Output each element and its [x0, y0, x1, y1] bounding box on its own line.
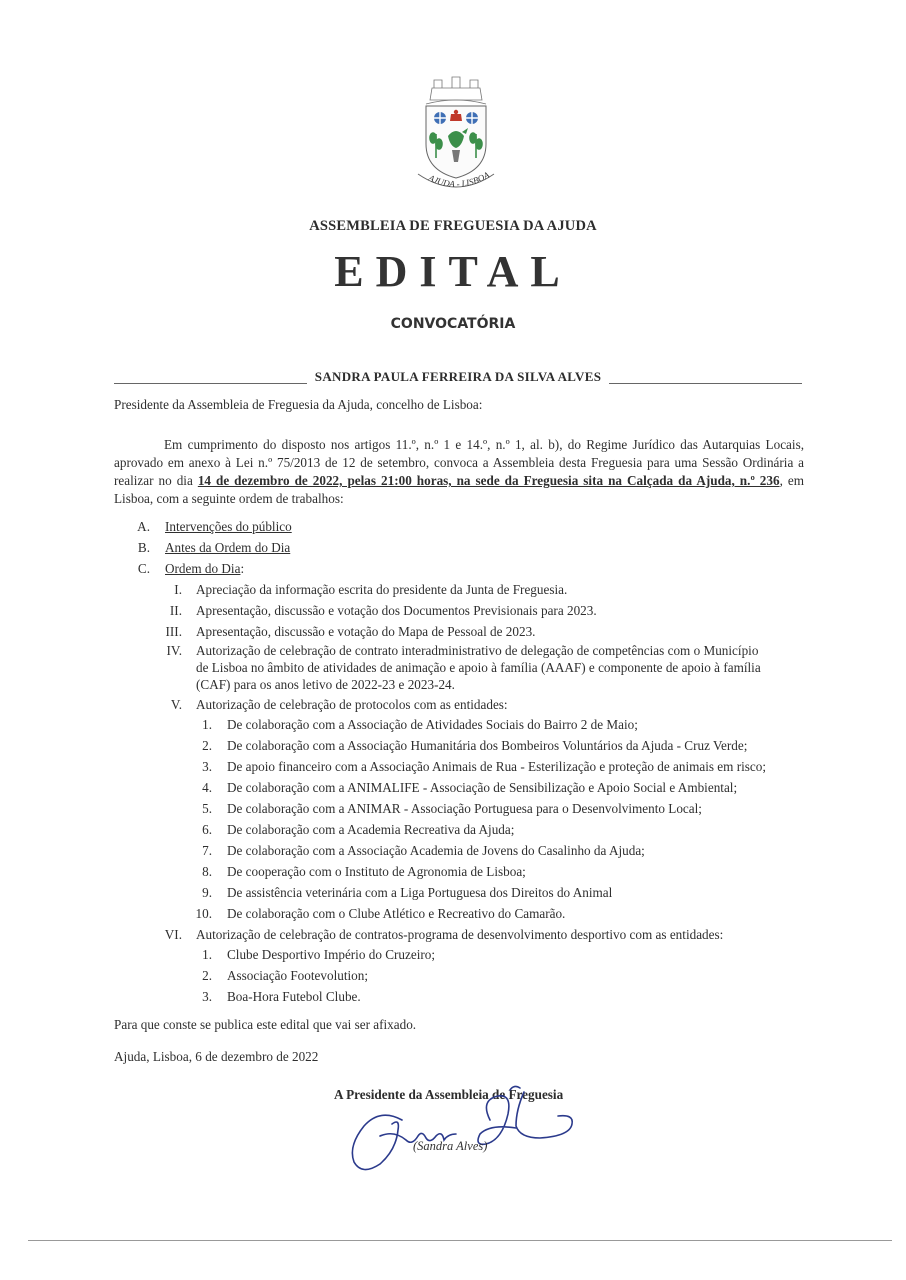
protocol-marker: 6.: [202, 822, 212, 837]
roman-text-line: de Lisboa no âmbito de atividades de animação e apoio à família (AAAF) e componente de apoio à família: [196, 660, 761, 675]
intro-paragraph: Presidente da Assembleia de Freguesia da Ajuda, concelho de Lisboa:: [114, 397, 483, 412]
document-subtitle: CONVOCATÓRIA: [390, 316, 516, 332]
roman-marker: V.: [170, 697, 182, 712]
sports-marker: 1.: [202, 947, 212, 962]
agenda-suffix: :: [240, 561, 245, 576]
agenda-marker: B.: [137, 540, 150, 555]
convocation-text-2: , em Lisboa, com a seguinte ordem de trabalhos:: [114, 473, 804, 506]
roman-text: Apresentação, discussão e votação do Mapa de Pessoal de 2023.: [196, 624, 536, 639]
protocol-marker: 2.: [202, 738, 212, 753]
handwritten-signature: [340, 1080, 590, 1180]
footer-divider: [28, 1240, 892, 1241]
protocol-text: De colaboração com a ANIMALIFE - Associação de Sensibilização e Apoio Social e Ambiental;: [227, 780, 738, 795]
protocol-text: De apoio financeiro com a Associação Animais de Rua - Esterilização e proteção de animais em risco;: [227, 759, 767, 774]
protocol-text: De cooperação com o Instituto de Agronomia de Lisboa;: [227, 864, 526, 879]
sports-text: Clube Desportivo Império do Cruzeiro;: [227, 947, 436, 962]
sports-marker: 2.: [202, 968, 212, 983]
roman-text: Apreciação da informação escrita do presidente da Junta de Freguesia.: [196, 582, 568, 597]
sports-text: Associação Footevolution;: [227, 968, 369, 983]
roman-text: Apresentação, discussão e votação dos Documentos Previsionais para 2023.: [196, 603, 597, 618]
sports-text: Boa-Hora Futebol Clube.: [227, 989, 361, 1004]
roman-text: Autorização de celebração de contratos-programa de desenvolvimento desportivo com as entidades:: [196, 927, 724, 942]
agenda-text: Intervenções do público: [165, 519, 292, 534]
roman-text-line: (CAF) para os anos letivo de 2022-23 e 2023-24.: [196, 677, 455, 692]
document-title: EDITAL: [334, 247, 572, 296]
sports-marker: 3.: [202, 989, 212, 1004]
agenda-text: Ordem do Dia: [165, 561, 241, 576]
protocol-marker: 9.: [202, 885, 212, 900]
protocol-marker: 4.: [202, 780, 212, 795]
protocol-marker: 10.: [195, 906, 212, 921]
protocol-marker: 7.: [202, 843, 212, 858]
protocol-text: De colaboração com a Academia Recreativa da Ajuda;: [227, 822, 515, 837]
agenda-marker: A.: [137, 519, 150, 534]
protocol-marker: 1.: [202, 717, 212, 732]
agenda-marker: C.: [137, 561, 150, 576]
president-name-line: [114, 369, 802, 385]
protocol-text: De colaboração com a Associação de Atividades Sociais do Bairro 2 de Maio;: [227, 717, 638, 732]
name-right-rule: [609, 371, 802, 384]
protocol-text: De colaboração com o Clube Atlético e Recreativo do Camarão.: [227, 906, 566, 921]
roman-marker: II.: [169, 603, 182, 618]
convocation-text-1: Em cumprimento do disposto nos artigos 11.º, n.º 1 e 14.º, n.º 1, al. b), do Regime Jurídico das Autarquias Locais, aprovado em anexo à Lei n.º 75/2013 de 12 de setembro, convoca a Assembleia desta Freguesia para uma Sessão Ordinária a realizar no dia: [114, 437, 804, 488]
roman-marker: IV.: [166, 643, 182, 658]
protocol-text: De colaboração com a ANIMAR - Associação Portuguesa para o Desenvolvimento Local;: [227, 801, 702, 816]
name-left-rule: [114, 371, 307, 384]
signatory-title: A Presidente da Assembleia de Freguesia: [334, 1087, 564, 1102]
protocol-marker: 8.: [202, 864, 212, 879]
signatory-name: (Sandra Alves): [413, 1139, 488, 1153]
protocol-text: De colaboração com a Associação Humanitária dos Bombeiros Voluntários da Ajuda - Cruz Verde;: [227, 738, 748, 753]
protocol-marker: 3.: [202, 759, 212, 774]
roman-marker: VI.: [164, 927, 182, 942]
protocol-text: De assistência veterinária com a Liga Portuguesa dos Direitos do Animal: [227, 885, 613, 900]
protocol-text: De colaboração com a Associação Academia de Jovens do Casalinho da Ajuda;: [227, 843, 645, 858]
convocation-paragraph: [114, 436, 804, 508]
agenda-text: Antes da Ordem do Dia: [165, 540, 291, 555]
crest-motto: AJUDA - LISBOA: [427, 169, 491, 190]
roman-text: Autorização de celebração de protocolos com as entidades:: [196, 697, 508, 712]
roman-marker: III.: [165, 624, 182, 639]
assembly-title: ASSEMBLEIA DE FREGUESIA DA AJUDA: [309, 218, 597, 234]
protocol-marker: 5.: [202, 801, 212, 816]
session-date-location: 14 de dezembro de 2022, pelas 21:00 horas, na sede da Freguesia sita na Calçada da Ajuda, n.º 236: [197, 473, 780, 488]
roman-text-line: Autorização de celebração de contrato interadministrativo de delegação de competências com o Município: [196, 643, 759, 658]
place-and-date: Ajuda, Lisboa, 6 de dezembro de 2022: [114, 1049, 319, 1064]
roman-marker: I.: [174, 582, 182, 597]
president-name: SANDRA PAULA FERREIRA DA SILVA ALVES: [314, 369, 602, 384]
closing-statement: Para que conste se publica este edital que vai ser afixado.: [114, 1017, 417, 1032]
coat-of-arms-icon: [412, 74, 500, 196]
